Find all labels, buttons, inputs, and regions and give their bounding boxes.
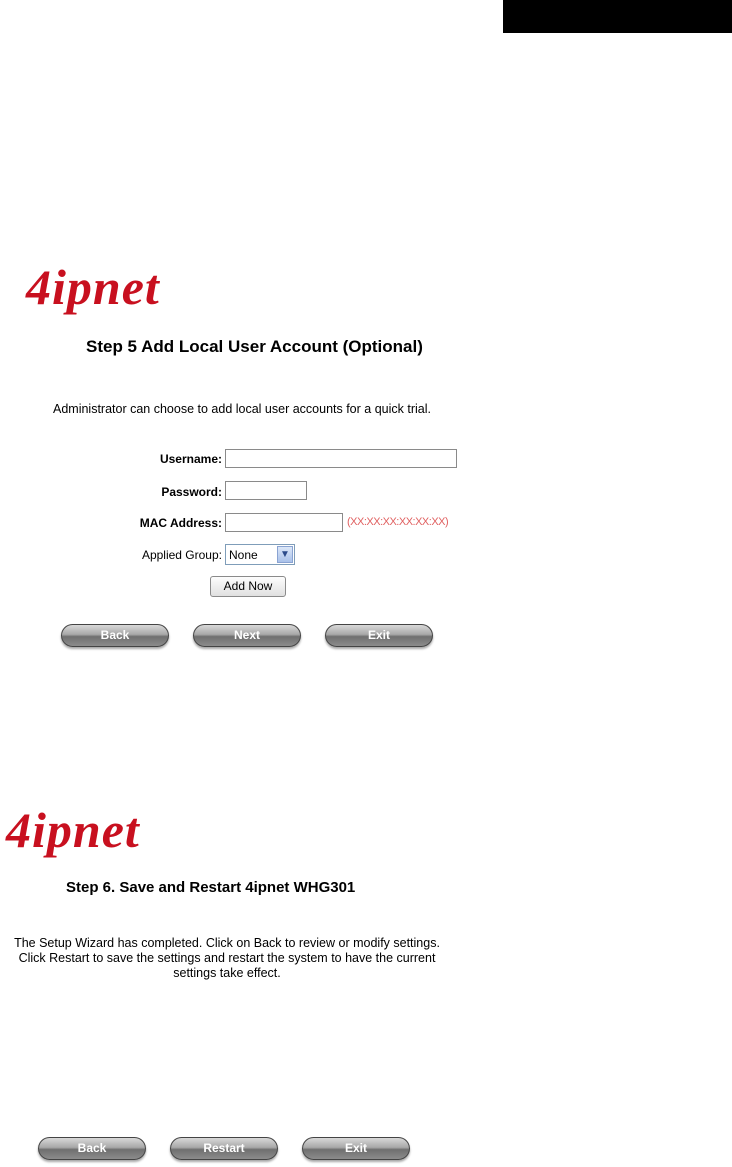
step5-description: Administrator can choose to add local user accounts for a quick trial.	[53, 402, 431, 416]
step5-next-button[interactable]: Next	[193, 624, 301, 647]
top-black-bar	[503, 0, 732, 33]
username-input[interactable]	[225, 449, 457, 468]
step5-back-button[interactable]: Back	[61, 624, 169, 647]
step6-exit-button[interactable]: Exit	[302, 1137, 410, 1160]
mac-format-hint: (XX:XX:XX:XX:XX:XX)	[347, 516, 449, 528]
applied-group-select[interactable]	[225, 544, 295, 565]
applied-group-value: None	[229, 548, 258, 562]
mac-address-input[interactable]	[225, 513, 343, 532]
step5-exit-button[interactable]: Exit	[325, 624, 433, 647]
brand-logo: 4ipnet	[26, 259, 160, 315]
password-input[interactable]	[225, 481, 307, 500]
step6-restart-button[interactable]: Restart	[170, 1137, 278, 1160]
step5-title: Step 5 Add Local User Account (Optional)	[86, 337, 423, 356]
applied-group-label: Applied Group:	[141, 548, 222, 562]
step6-title: Step 6. Save and Restart 4ipnet WHG301	[66, 879, 356, 896]
step6-description: The Setup Wizard has completed. Click on Back to review or modify settings. Click Restart to save the settings and restart the system to have the current settings take effect.	[14, 936, 440, 980]
password-label: Password:	[161, 485, 222, 499]
step6-back-button[interactable]: Back	[38, 1137, 146, 1160]
username-label: Username:	[159, 452, 222, 466]
brand-logo: 4ipnet	[6, 802, 140, 858]
chevron-down-icon[interactable]: ▼	[277, 546, 293, 563]
mac-address-label: MAC Address:	[139, 516, 222, 530]
add-now-button[interactable]: Add Now	[210, 576, 286, 597]
